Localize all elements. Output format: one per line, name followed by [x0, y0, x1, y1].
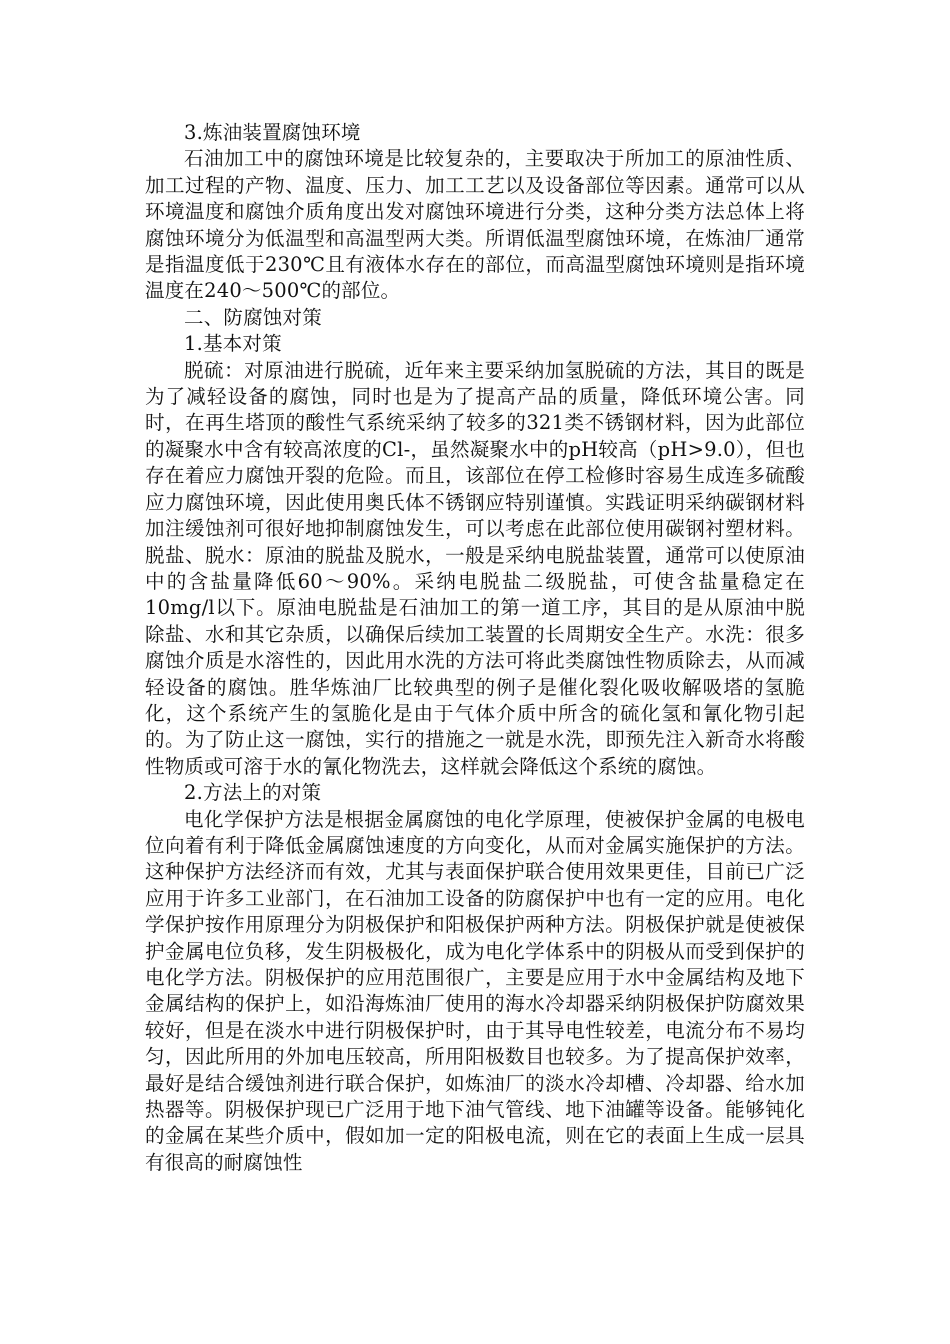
body-paragraph: 电化学保护方法是根据金属腐蚀的电化学原理，使被保护金属的电极电位向着有利于降低金属腐蚀速度的方向变化，从而对金属实施保护的方法。这种保护方法经济而有效，尤其与表面保护联合使用效果更佳，目前已广泛应用于许多工业部门，在石油加工设备的防腐保护中也有一定的应用。电化学保护按作用原理分为阴极保护和阳极保护两种方法。阴极保护就是使被保护金属电位负移，发生阴极极化，成为电化学体系中的阴极从而受到保护的电化学方法。阴极保护的应用范围很广，主要是应用于水中金属结构及地下金属结构的保护上，如沿海炼油厂使用的海水冷却器采纳阴极保护防腐效果较好，但是在淡水中进行阴极保护时，由于其导电性较差，电流分布不易均匀，因此所用的外加电压较高，所用阳极数目也较多。为了提高保护效率，最好是结合缓蚀剂进行联合保护，如炼油厂的淡水冷却槽、冷却器、给水加热器等。阴极保护现已广泛用于地下油气管线、地下油罐等设备。能够钝化的金属在某些介质中，假如加一定的阳极电流，则在它的表面上生成一层具有很高的耐腐蚀性	[145, 807, 805, 1174]
body-paragraph: 石油加工中的腐蚀环境是比较复杂的，主要取决于所加工的原油性质、加工过程的产物、温度、压力、加工工艺以及设备部位等因素。通常可以从环境温度和腐蚀介质角度出发对腐蚀环境进行分类，这种分类方法总体上将腐蚀环境分为低温型和高温型两大类。所谓低温型腐蚀环境，在炼油厂通常是指温度低于230℃且有液体水存在的部位，而高温型腐蚀环境则是指环境温度在240～500℃的部位。	[145, 147, 805, 303]
subsection-heading: 2.方法上的对策	[184, 781, 322, 805]
subsection-heading: 1.基本对策	[184, 332, 282, 356]
section-heading: 二、防腐蚀对策	[184, 305, 322, 329]
document-body	[145, 120, 805, 1176]
section-heading: 3.炼油装置腐蚀环境	[184, 121, 361, 144]
body-paragraph: 脱硫：对原油进行脱硫，近年来主要采纳加氢脱硫的方法，其目的既是为了减轻设备的腐蚀，同时也是为了提高产品的质量，降低环境公害。同时，在再生塔顶的酸性气系统采纳了较多的321类不锈钢材料，因为此部位的凝聚水中含有较高浓度的Cl-，虽然凝聚水中的pH较高（pH>9.0），但也存在着应力腐蚀开裂的危险。而且，该部位在停工检修时容易生成连多硫酸应力腐蚀环境，因此使用奥氏体不锈钢应特别谨慎。实践证明采纳碳钢材料加注缓蚀剂可很好地抑制腐蚀发生，可以考虑在此部位使用碳钢衬塑材料。脱盐、脱水：原油的脱盐及脱水，一般是采纳电脱盐装置，通常可以使原油中的含盐量降低60～90%。采纳电脱盐二级脱盐，可使含盐量稳定在10mg/l以下。原油电脱盐是石油加工的第一道工序，其目的是从原油中脱除盐、水和其它杂质，以确保后续加工装置的长周期安全生产。水洗：很多腐蚀介质是水溶性的，因此用水洗的方法可将此类腐蚀性物质除去，从而减轻设备的腐蚀。胜华炼油厂比较典型的例子是催化裂化吸收解吸塔的氢脆化，这个系统产生的氢脆化是由于气体介质中所含的硫化氢和氰化物引起的。为了防止这一腐蚀，实行的措施之一就是水洗，即预先注入新奇水将酸性物质或可溶于水的氰化物洗去，这样就会降低这个系统的腐蚀。	[145, 358, 805, 778]
